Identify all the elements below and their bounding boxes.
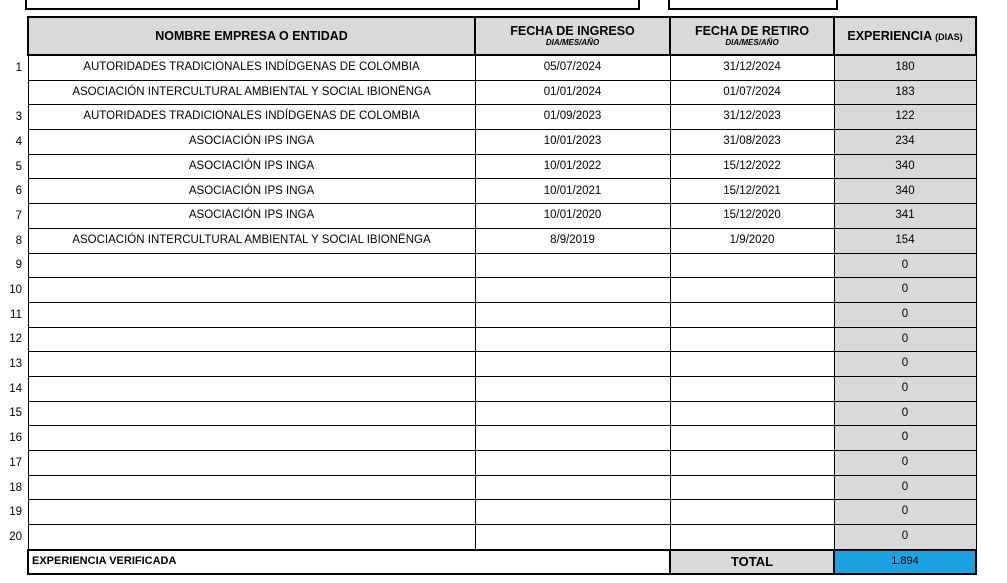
row-number: 14: [9, 382, 22, 395]
header-start-date-label: FECHA DE INGRESO: [510, 23, 635, 38]
row-number: 10: [9, 284, 22, 297]
cell-end-date[interactable]: [670, 475, 834, 500]
row-number: 15: [9, 407, 22, 420]
header-company-name: NOMBRE EMPRESA O ENTIDAD: [28, 17, 475, 55]
cell-company-name[interactable]: ASOCIACIÓN IPS INGA: [28, 154, 475, 179]
cell-start-date[interactable]: [475, 475, 670, 500]
table-row: [28, 253, 976, 278]
cell-company-name[interactable]: [28, 327, 475, 352]
cell-end-date[interactable]: [670, 302, 834, 327]
row-number: 19: [9, 506, 22, 519]
cell-start-date[interactable]: [475, 500, 670, 525]
cell-company-name[interactable]: [28, 352, 475, 377]
table-row: [28, 401, 976, 426]
cell-experience-days[interactable]: 0: [834, 327, 976, 352]
table-row: [28, 55, 976, 80]
cell-end-date[interactable]: 15/12/2021: [670, 179, 834, 204]
row-number: 12: [9, 333, 22, 346]
cell-start-date[interactable]: 8/9/2019: [475, 228, 670, 253]
cell-company-name[interactable]: [28, 253, 475, 278]
row-number: 20: [9, 531, 22, 544]
top-field-box-left: [25, 0, 640, 10]
header-end-date-label: FECHA DE RETIRO: [694, 23, 810, 38]
table-row: [28, 525, 976, 550]
table-row: [28, 130, 976, 155]
cell-experience-days[interactable]: 122: [834, 105, 976, 130]
cell-experience-days[interactable]: 0: [834, 475, 976, 500]
header-end-date: [670, 17, 834, 55]
header-experience-unit: (DIAS): [935, 31, 963, 42]
table-row: [28, 327, 976, 352]
row-number: 18: [9, 481, 22, 494]
cell-experience-days[interactable]: 183: [834, 80, 976, 105]
table-row: [28, 376, 976, 401]
cell-start-date[interactable]: [475, 352, 670, 377]
top-field-box-right: [668, 0, 838, 10]
table-row: [28, 204, 976, 229]
table-row: [28, 426, 976, 451]
cell-experience-days[interactable]: 0: [834, 376, 976, 401]
cell-end-date[interactable]: [670, 352, 834, 377]
cell-experience-days[interactable]: 0: [834, 525, 976, 550]
cell-company-name[interactable]: [28, 401, 475, 426]
header-start-date-format: DIA/MES/AÑO: [545, 38, 600, 48]
cell-company-name[interactable]: ASOCIACIÓN IPS INGA: [28, 204, 475, 229]
row-number: 9: [15, 259, 22, 272]
cell-experience-days[interactable]: 0: [834, 451, 976, 476]
cell-start-date[interactable]: 10/01/2020: [475, 204, 670, 229]
row-number: 6: [15, 185, 22, 198]
table-row: [28, 154, 976, 179]
cell-start-date[interactable]: [475, 302, 670, 327]
row-number: 3: [15, 111, 22, 124]
table-row: [28, 105, 976, 130]
row-number: 7: [15, 209, 22, 222]
table-row: [28, 475, 976, 500]
cell-end-date[interactable]: 31/12/2023: [670, 105, 834, 130]
cell-start-date[interactable]: 01/01/2024: [475, 80, 670, 105]
cell-start-date[interactable]: 10/01/2023: [475, 130, 670, 155]
cell-company-name[interactable]: [28, 525, 475, 550]
cell-start-date[interactable]: [475, 525, 670, 550]
cell-start-date[interactable]: [475, 401, 670, 426]
cell-experience-days[interactable]: 154: [834, 228, 976, 253]
cell-experience-days[interactable]: 0: [834, 302, 976, 327]
total-value: 1.894: [834, 550, 976, 574]
row-number: 1: [15, 61, 22, 74]
cell-company-name[interactable]: ASOCIACIÓN INTERCULTURAL AMBIENTAL Y SOCIAL IBIONËNGA: [28, 228, 475, 253]
cell-start-date[interactable]: [475, 451, 670, 476]
cell-company-name[interactable]: [28, 426, 475, 451]
row-number: 4: [15, 135, 22, 148]
cell-end-date[interactable]: [670, 253, 834, 278]
cell-end-date[interactable]: [670, 327, 834, 352]
table-header: [28, 17, 976, 55]
cell-end-date[interactable]: [670, 525, 834, 550]
cell-company-name[interactable]: [28, 376, 475, 401]
cell-start-date[interactable]: [475, 327, 670, 352]
row-number: 16: [9, 432, 22, 445]
row-number: 5: [15, 160, 22, 173]
cell-company-name[interactable]: [28, 475, 475, 500]
cell-experience-days[interactable]: 0: [834, 426, 976, 451]
cell-end-date[interactable]: 15/12/2020: [670, 204, 834, 229]
cell-end-date[interactable]: [670, 426, 834, 451]
cell-experience-days[interactable]: 180: [834, 55, 976, 80]
row-number: 17: [9, 456, 22, 469]
cell-end-date[interactable]: [670, 278, 834, 303]
cell-end-date[interactable]: 31/08/2023: [670, 130, 834, 155]
header-start-date: [475, 17, 670, 55]
table-row: [28, 179, 976, 204]
cell-start-date[interactable]: [475, 278, 670, 303]
cell-end-date[interactable]: 01/07/2024: [670, 80, 834, 105]
table-row: [28, 352, 976, 377]
cell-end-date[interactable]: 15/12/2022: [670, 154, 834, 179]
cell-start-date[interactable]: 10/01/2022: [475, 154, 670, 179]
cell-start-date[interactable]: [475, 253, 670, 278]
cell-experience-days[interactable]: 0: [834, 278, 976, 303]
cell-experience-days[interactable]: 0: [834, 401, 976, 426]
row-number: 8: [15, 234, 22, 247]
table-row: [28, 80, 976, 105]
cell-start-date[interactable]: 10/01/2021: [475, 179, 670, 204]
table-row: [28, 228, 976, 253]
row-number: 11: [10, 308, 22, 321]
cell-end-date[interactable]: [670, 500, 834, 525]
header-experience-label: EXPERIENCIA: [847, 28, 932, 43]
total-label: TOTAL: [670, 550, 834, 574]
cell-company-name[interactable]: [28, 500, 475, 525]
cell-experience-days[interactable]: 0: [834, 253, 976, 278]
table-row: [28, 302, 976, 327]
cell-end-date[interactable]: 31/12/2024: [670, 55, 834, 80]
verified-experience-label: EXPERIENCIA VERIFICADA: [28, 550, 670, 574]
cell-experience-days[interactable]: 340: [834, 154, 976, 179]
cell-experience-days[interactable]: 341: [834, 204, 976, 229]
cell-company-name[interactable]: ASOCIACIÓN INTERCULTURAL AMBIENTAL Y SOCIAL IBIONËNGA: [28, 80, 475, 105]
cell-start-date[interactable]: [475, 426, 670, 451]
cell-start-date[interactable]: [475, 376, 670, 401]
cell-start-date[interactable]: 01/09/2023: [475, 105, 670, 130]
cell-start-date[interactable]: 05/07/2024: [475, 55, 670, 80]
cell-end-date[interactable]: [670, 401, 834, 426]
cell-company-name[interactable]: ASOCIACIÓN IPS INGA: [28, 130, 475, 155]
header-experience: [834, 17, 976, 55]
row-number: 13: [9, 358, 22, 371]
cell-company-name[interactable]: [28, 451, 475, 476]
cell-company-name[interactable]: AUTORIDADES TRADICIONALES INDÍDGENAS DE COLOMBIA: [28, 55, 475, 80]
experience-table: [27, 16, 977, 575]
cell-company-name[interactable]: [28, 302, 475, 327]
cell-company-name[interactable]: [28, 278, 475, 303]
table-row: [28, 500, 976, 525]
cell-experience-days[interactable]: 340: [834, 179, 976, 204]
cell-experience-days[interactable]: 0: [834, 500, 976, 525]
cell-experience-days[interactable]: 234: [834, 130, 976, 155]
cell-company-name[interactable]: AUTORIDADES TRADICIONALES INDÍDGENAS DE COLOMBIA: [28, 105, 475, 130]
cell-end-date[interactable]: [670, 376, 834, 401]
table-row: [28, 451, 976, 476]
cell-end-date[interactable]: [670, 451, 834, 476]
cell-company-name[interactable]: ASOCIACIÓN IPS INGA: [28, 179, 475, 204]
cell-end-date[interactable]: 1/9/2020: [670, 228, 834, 253]
cell-experience-days[interactable]: 0: [834, 352, 976, 377]
table-row: [28, 278, 976, 303]
table-footer: [28, 550, 976, 574]
header-end-date-format: DIA/MES/AÑO: [725, 38, 779, 48]
